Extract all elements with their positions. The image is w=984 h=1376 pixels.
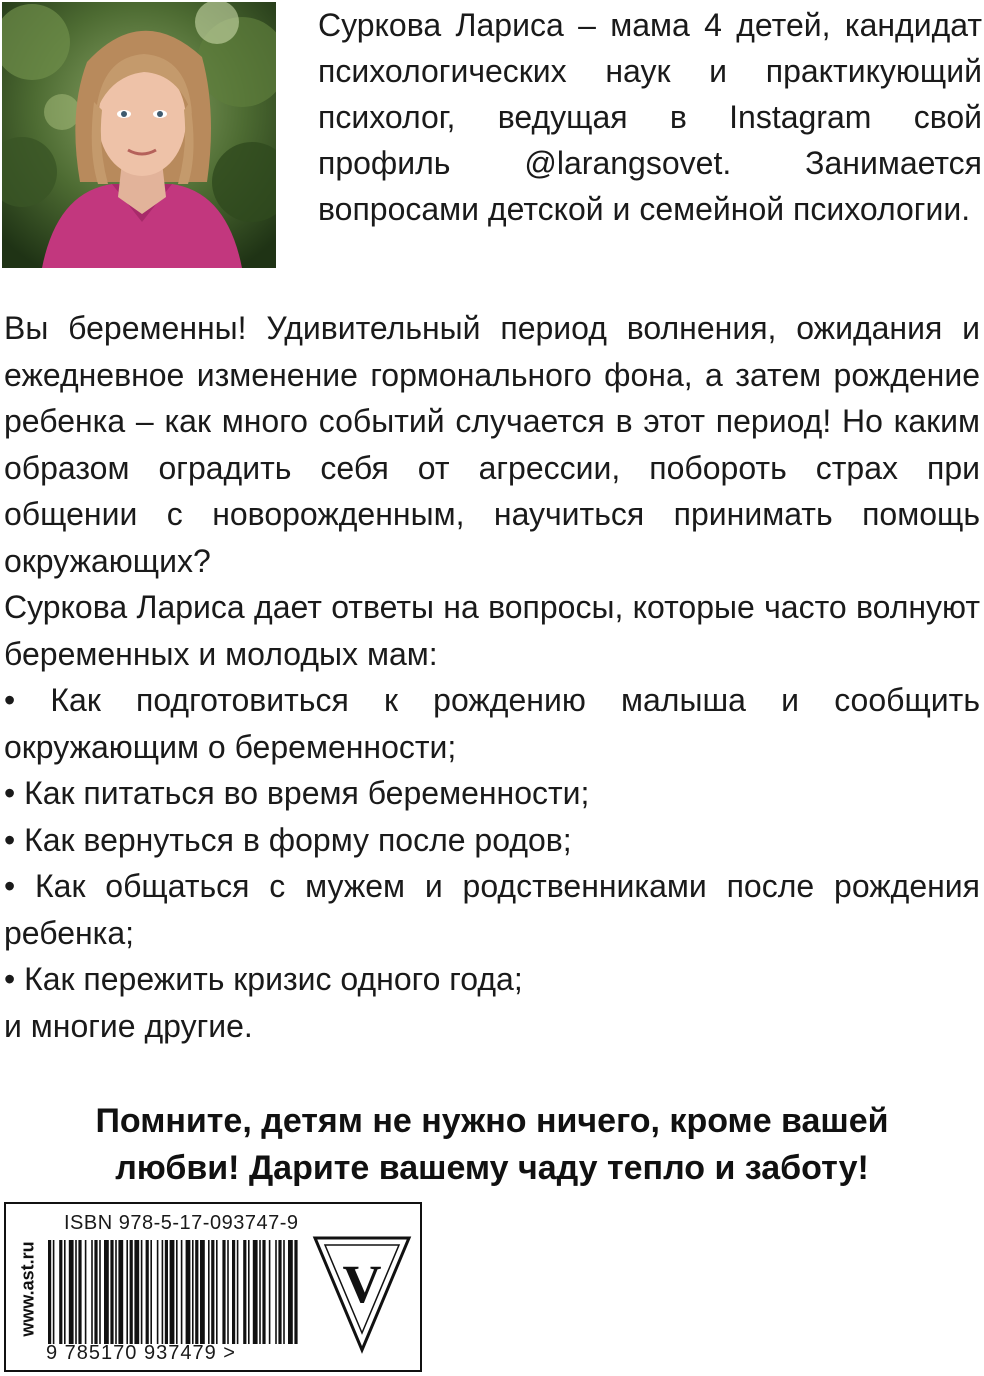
- barcode-icon: [48, 1240, 298, 1344]
- site-url: www.ast.ru: [17, 1241, 38, 1337]
- annotation-text: [4, 305, 980, 1049]
- list-item: • Как общаться с мужем и родственниками после рождения ребенка;: [4, 868, 980, 951]
- author-portrait-image: [2, 2, 276, 268]
- closing-line: и многие другие.: [4, 1007, 253, 1044]
- svg-text:V: V: [342, 1254, 382, 1314]
- list-item: • Как вернуться в форму после родов;: [4, 821, 572, 858]
- topics-list: [4, 677, 980, 1003]
- list-item: • Как подготовиться к рождению малыша и сообщить окружающим о беременности;: [4, 682, 980, 765]
- author-bio: Суркова Лариса – мама 4 детей, кандидат психологических наук и практикующий психолог, ведущая в Instagram свой профиль @larangsovet. Занимается вопросами детской и семейной психологии.: [318, 7, 982, 227]
- publisher-site: [16, 1214, 40, 1364]
- publisher-logo-icon: [312, 1234, 412, 1354]
- list-item: • Как пережить кризис одного года;: [4, 961, 523, 997]
- barcode-panel: [4, 1202, 422, 1372]
- intro-paragraph: Вы беременны! Удивительный период волнения, ожидания и ежедневное изменение гормонального фона, а затем рождение ребенка – как много событий случается в этот период! Но каким образом оградить себя от агрессии, побороть страх при общении с новорожденным, научиться принимать помощь окружающих?: [4, 310, 980, 579]
- isbn-label: ISBN 978-5-17-093747-9: [64, 1212, 299, 1234]
- slogan-line-1: Помните, детям не нужно ничего, кроме вашей: [95, 1102, 889, 1140]
- slogan: [0, 1098, 984, 1192]
- author-photo: [2, 2, 276, 268]
- slogan-line-2: любви! Дарите вашему чаду тепло и заботу!: [115, 1149, 869, 1187]
- list-item: • Как питаться во время беременности;: [4, 775, 590, 811]
- barcode-digits: 9 785170 937479 >: [46, 1342, 236, 1364]
- lead-paragraph: Суркова Лариса дает ответы на вопросы, которые часто волнуют беременных и молодых мам:: [4, 589, 980, 672]
